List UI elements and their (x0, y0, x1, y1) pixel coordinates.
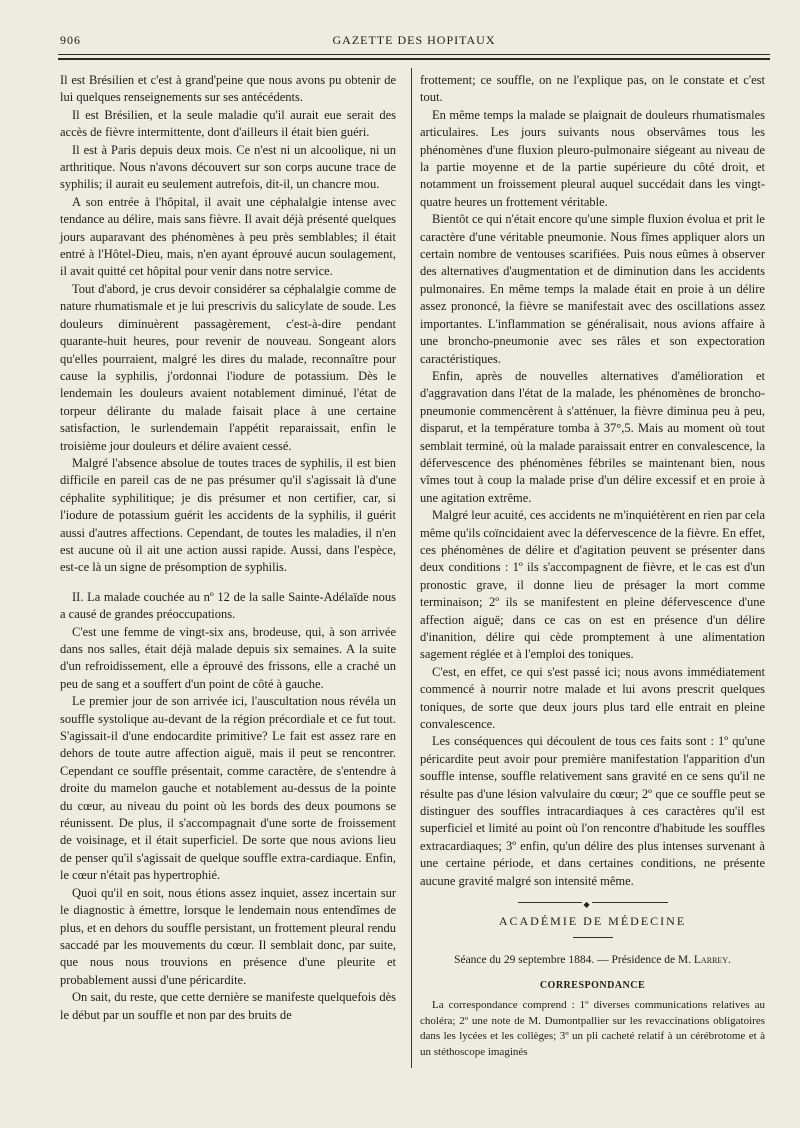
section-title: ACADÉMIE DE MÉDECINE (498, 914, 687, 929)
column-divider (411, 68, 412, 1068)
paragraph: C'est, en effet, ce qui s'est passé ici; nous avons immédiatement commencé à nourrir notre malade et lui avons prescrit quelques toniques, de sorte que deux jours plus tard elle entrait en pleine convalescence. (420, 664, 765, 732)
session-line (420, 952, 765, 969)
correspondence-paragraph: La correspondance comprend : 1º diverses communications relatives au choléra; 2º une note de M. Dumontpallier sur les revaccinations obligatoires dans les lycées et les collèges; 3º un pli cacheté relatif à un cérébrotome et à un stéthoscope imaginés (420, 999, 765, 1058)
section-gap (60, 577, 396, 589)
paragraph: En même temps la malade se plaignait de douleurs rhumatismales articulaires. Les jours suivants nous observâmes tous les phénomènes d'une fluxion pleuro-pulmonaire siégeant au niveau de la partie moyenne et de la partie supérieure du côté droit, et notamment un froissement pleural auquel succédait dans les vingt-quatre heures un frottement véritable. (420, 107, 765, 209)
paragraph: Il est Brésilien et c'est à grand'peine que nous avons pu obtenir de lui quelques renseignements sur ses antécédents. (60, 73, 396, 105)
right-column (420, 72, 765, 1060)
paragraph: C'est une femme de vingt-six ans, brodeuse, qui, à son arrivée dans nos salles, était déjà malade depuis six semaines. A la suite d'un refroidissement, elle a éprouvé des frissons, elle a craché un peu de sang et a souffert d'un point de côté à gauche. (60, 624, 396, 691)
paragraph: On sait, du reste, que cette dernière se manifeste quelquefois dès le début par un souffle et non par des bruits de (60, 990, 396, 1022)
page-number: 906 (60, 33, 81, 47)
paragraph: Il est à Paris depuis deux mois. Ce n'est ni un alcoolique, ni un arthritique. Nous n'avons découvert sur son corps aucune trace de syphilis; il aurait eu seulement autrefois, dit-il, un chancre mou. (60, 142, 396, 192)
paragraph: Il est Brésilien, et la seule maladie qu'il aurait eue serait des accès de fièvre intermittente, dont d'ailleurs il était bien guéri. (60, 107, 396, 140)
session-date: Séance du 29 septembre 1884. — Présidence de M. (454, 953, 694, 966)
ornamental-divider (518, 902, 668, 903)
header-rule-thin (58, 54, 770, 55)
paragraph: Malgré l'absence absolue de toutes traces de syphilis, il est bien difficile en pareil cas de ne pas présumer qu'il s'agissait là d'une céphalite syphilitique; je dis présumer et non certifier, car, si l'iodure de potassium guérit les accidents de la syphilis, il guérit aussi d'autres affections. Cependant, de toutes les maladies, il n'en est aucune où il ait une action aussi rapide. Aussi, dans l'espèce, est-ce là un signe de présomption de syphilis. (60, 455, 396, 575)
paragraph: Tout d'abord, je crus devoir considérer sa céphalalgie comme de nature rhumatismale et je lui prescrivis du salicylate de soude. Les douleurs diminuèrent passagèrement, c'est-à-dire pendant quarante-huit heures, pour revenir de nouveau. Songeant alors qu'elles pourraient, malgré les dires du malade, reconnaître pour cause la syphilis, j'ordonnai l'iodure de potassium. Dès le lendemain les douleurs avaient notablement diminué, l'état de torpeur délirante du malade faisait place à une certaine satisfaction, le surlendemain l'appétit reparaissait, enfin le troisième jour douleurs et délire avaient cessé. (60, 281, 396, 453)
paragraph: frottement; ce souffle, on ne l'explique pas, on le constate et c'est tout. (420, 73, 765, 105)
paragraph: Quoi qu'il en soit, nous étions assez inquiet, assez incertain sur le diagnostic à émettre, lorsque le lendemain nous entendîmes de plus, et en dehors du souffle persistant, un frottement pleural rendu saccadé par les mouvements du cœur. Il semblait donc, par suite, que nous nous trouvions en présence d'une pleurite et probablement aussi d'une péricardite. (60, 885, 396, 987)
page-header (58, 33, 770, 49)
paragraph: II. La malade couchée au nº 12 de la salle Sainte-Adélaïde nous a causé de grandes préoccupations. (60, 589, 396, 622)
paragraph: Malgré leur acuité, ces accidents ne m'inquiétèrent en rien par cela même qu'ils coïncidaient avec la défervescence de la fièvre. En effet, ces phénomènes de délire et d'agitation peuvent se présenter dans deux conditions : 1º ils s'accompagnent de fièvre, et le cas est d'un pronostic grave, il donne lieu de présager la mort comme terminaison; 2º ils se manifestent en pleine défervescence d'une affection aiguë; dans ce cas on est en présence d'un délire d'inanition, délire qui cède promptement à une alimentation sagement réglée et à l'emploi des toniques. (420, 508, 765, 662)
correspondence-heading: CORRESPONDANCE (539, 979, 646, 991)
title-rule (573, 937, 613, 938)
paragraph: Bientôt ce qui n'était encore qu'une simple fluxion évolua et prit le caractère d'une véritable pneumonie. Nous fîmes appliquer alors un certain nombre de ventouses scarifiées. Puis nous eûmes à observer des alternatives d'augmentation et de diminution dans les accidents pulmonaires. En même temps la malade était en proie à un délire assez prononcé, la fièvre se manifestait avec des oscillations assez importantes. L'inflammation se généralisait, nous avions affaire à une broncho-pneumonie avec ses râles et son expectoration caractéristiques. (420, 212, 765, 366)
left-column (60, 72, 396, 1024)
paragraph: Enfin, après de nouvelles alternatives d'amélioration et d'aggravation dans l'état de la malade, les phénomènes de broncho-pneumonie commencèrent à s'atténuer, la fièvre diminua peu à peu, disparut, et la température tomba à 37°,5. Mais au moment où tout semblait terminé, où la malade paraissait entrer en convalescence, la défervescence des phénomènes fébriles se maintenant bien, nous vîmes tout à coup la malade prise d'un délire excessif et en proie à une agitation extrême. (420, 368, 765, 505)
paragraph: A son entrée à l'hôpital, il avait une céphalalgie intense avec tendance au délire, mais sans fièvre. Il avait déjà présenté quelques jours auparavant des phénomènes à peu près semblables; il était entré à l'Hôtel-Dieu, mais, n'en ayant éprouvé aucun soulagement, il avait quitté cet hôpital pour venir dans notre service. (60, 194, 396, 279)
journal-title: GAZETTE DES HOPITAUX (332, 33, 496, 47)
paragraph: Le premier jour de son arrivée ici, l'auscultation nous révéla un souffle systolique au-devant de la région précordiale et ce fut tout. S'agissait-il d'une endocardite primitive? Le fait est assez rare en dehors de toute autre affection aiguë, mais il peut se rencontrer. Cependant ce souffle présentait, comme caractère, de s'entendre à droite du mamelon gauche et notablement au-dessus de la pointe du cœur, au niveau du point où les bords des deux poumons se réunissent. De plus, il s'accompagnait d'une sorte de froissement de voisinage, et il était superficiel. De sorte que nous avions lieu de penser qu'il s'agissait de quelque souffle extra-cardiaque. Enfin, le cœur n'était pas hypertrophié. (60, 694, 396, 883)
header-rule-thick (58, 58, 770, 60)
paragraph: Les conséquences qui découlent de tous ces faits sont : 1º qu'une péricardite peut avoir pour première manifestation l'apparition d'un souffle intense, souffle relativement sans gravité en ce sens qu'il ne résulte pas d'une lésion valvulaire du cœur; 2º que ce souffle peut se distinguer des souffles intracardiaques à ces caractères qu'il est superficiel et limité au point où l'on rencontre d'habitude les souffles extracardiaques; 3º enfin, qu'un délire des plus intenses survenant à une certaine période, et dans certaines conditions, ne présente aucune gravité malgré son intensité même. (420, 734, 765, 888)
session-president: Larrey. (693, 953, 731, 966)
